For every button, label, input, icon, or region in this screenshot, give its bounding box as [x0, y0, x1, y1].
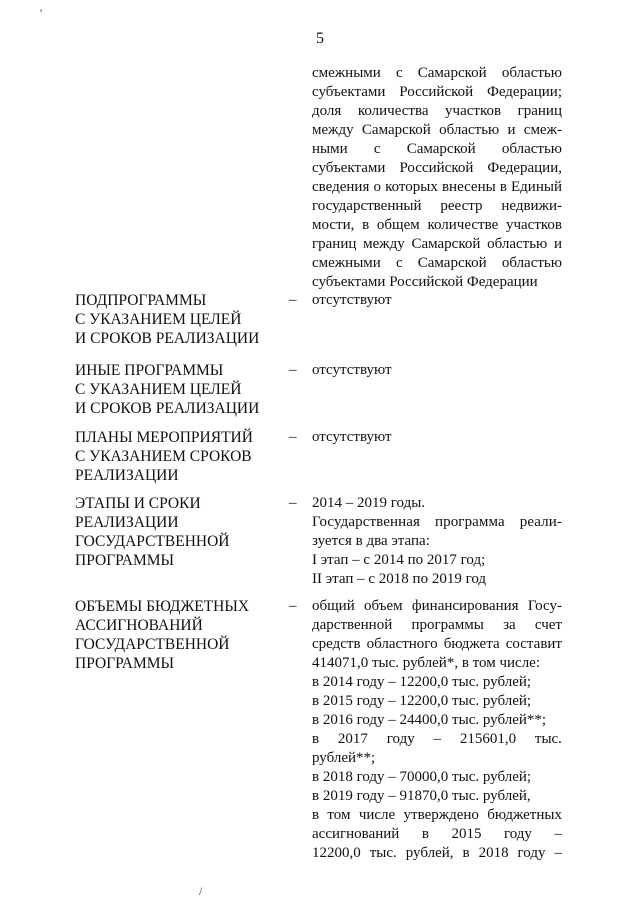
section-value — [312, 428, 562, 447]
section-value — [312, 597, 562, 863]
word: году — [386, 731, 415, 747]
word: ными — [312, 141, 348, 157]
text-line — [312, 254, 562, 273]
word: с — [395, 65, 403, 81]
word: областью — [501, 141, 562, 157]
value-line — [312, 730, 562, 749]
word: Самарской — [406, 141, 476, 157]
label-line: ГОСУДАРСТВЕННОЙ — [75, 533, 230, 550]
page-number: 5 — [316, 30, 324, 47]
dash-separator: – — [289, 292, 297, 308]
word: Госу- — [527, 598, 562, 614]
value-line — [312, 513, 562, 532]
label-line: ПЛАНЫ МЕРОПРИЯТИЙ — [75, 429, 253, 446]
section-label — [75, 597, 280, 673]
value-line: в 2018 году – 70000,0 тыс. рублей; — [312, 769, 532, 785]
text-line — [312, 159, 562, 178]
word: и — [507, 122, 516, 138]
word: Государственная — [312, 514, 421, 530]
word: участков — [445, 103, 502, 119]
word: смежными — [312, 65, 381, 81]
label-line: С УКАЗАНИЕМ ЦЕЛЕЙ — [75, 311, 242, 328]
word: Федерации; — [486, 84, 562, 100]
word: границ — [312, 236, 357, 252]
word: счет — [534, 617, 562, 633]
word: государственный — [312, 198, 422, 214]
dash-separator: – — [289, 429, 297, 445]
word: областного — [366, 636, 438, 652]
word: том — [327, 807, 351, 823]
scan-mark-bottom: / — [199, 884, 203, 898]
section-label — [75, 291, 280, 348]
value-line: зуется в два этапа: — [312, 533, 430, 549]
text-line — [312, 140, 562, 159]
text-line — [312, 64, 562, 83]
word: областью — [439, 122, 500, 138]
word: в — [421, 826, 429, 842]
word: средств — [312, 636, 361, 652]
word: между — [363, 236, 405, 252]
value-line: II этап – с 2018 по 2019 год — [312, 571, 487, 587]
word: областью — [501, 65, 562, 81]
word: Самарской — [417, 65, 487, 81]
word: финансирования — [411, 598, 519, 614]
label-line: С УКАЗАНИЕМ ЦЕЛЕЙ — [75, 381, 242, 398]
word: областью — [501, 255, 562, 271]
word: Самарской — [417, 255, 487, 271]
word: количестве — [427, 217, 499, 233]
word: с — [373, 141, 381, 157]
word: тыс. — [534, 731, 562, 747]
value-line: в 2015 году – 12200,0 тыс. рублей; — [312, 693, 532, 709]
text-line — [312, 235, 562, 254]
word: бюджетных — [487, 807, 562, 823]
word: общем — [376, 217, 420, 233]
word: 215601,0 — [459, 731, 517, 747]
text-line: субъектами Российской Федерации — [312, 274, 538, 290]
word: бюджета — [443, 636, 500, 652]
value-line: I этап – с 2014 по 2017 год; — [312, 552, 486, 568]
word: общий — [312, 598, 355, 614]
word: участков — [505, 217, 562, 233]
section-label — [75, 361, 280, 418]
word: в — [312, 731, 320, 747]
label-line: ЭТАПЫ И СРОКИ — [75, 495, 201, 512]
value-line — [312, 844, 562, 863]
word: году — [503, 826, 532, 842]
word: объем — [364, 598, 403, 614]
word: субъектами — [312, 160, 386, 176]
word: составит — [505, 636, 562, 652]
word: Российской — [399, 160, 474, 176]
text-line — [312, 216, 562, 235]
word: 2015 — [451, 826, 482, 842]
word: году — [517, 845, 546, 861]
text-line — [312, 197, 562, 216]
word: внесены — [441, 179, 496, 195]
value-line — [312, 635, 562, 654]
section-value — [312, 494, 562, 589]
label-line: ИНЫЕ ПРОГРАММЫ — [75, 362, 224, 379]
label-line: ПОДПРОГРАММЫ — [75, 292, 207, 309]
word: границ — [517, 103, 562, 119]
value-line: 2014 – 2019 годы. — [312, 495, 426, 511]
word: в — [362, 217, 370, 233]
value-line — [312, 597, 562, 616]
word: субъектами — [312, 84, 386, 100]
word: между — [312, 122, 354, 138]
label-line: И СРОКОВ РЕАЛИЗАЦИИ — [75, 400, 260, 417]
word: Самарской — [411, 236, 481, 252]
label-line: ОБЪЕМЫ БЮДЖЕТНЫХ — [75, 598, 250, 615]
dash-separator: – — [289, 598, 297, 614]
word: смежными — [312, 255, 381, 271]
word: количества — [357, 103, 429, 119]
word: которых — [385, 179, 438, 195]
word: ассигнований — [312, 826, 400, 842]
word: Федерации, — [487, 160, 562, 176]
label-line: РЕАЛИЗАЦИИ — [75, 467, 179, 484]
word: и — [553, 236, 562, 252]
word: за — [503, 617, 516, 633]
text-line — [312, 121, 562, 140]
label-line: И СРОКОВ РЕАЛИЗАЦИИ — [75, 330, 260, 347]
word: в — [462, 845, 470, 861]
word: программы — [411, 617, 484, 633]
word: о — [373, 179, 381, 195]
value-line: в 2019 году – 91870,0 тыс. рублей, — [312, 788, 531, 804]
word: недвижи- — [501, 198, 562, 214]
word: мости, — [312, 217, 355, 233]
text-line — [312, 83, 562, 102]
value-line — [312, 616, 562, 635]
word: Единый — [511, 179, 562, 195]
section-label — [75, 428, 280, 485]
word: – — [554, 845, 562, 861]
word: с — [395, 255, 403, 271]
scan-mark-top: ' — [40, 6, 43, 20]
label-line: ПРОГРАММЫ — [75, 552, 175, 569]
word: – — [554, 826, 562, 842]
word: утверждено — [403, 807, 479, 823]
value-line: в 2016 году – 24400,0 тыс. рублей**; — [312, 712, 547, 728]
word: – — [433, 731, 442, 747]
section-value — [312, 291, 562, 310]
word: реестр — [440, 198, 483, 214]
word: реали- — [519, 514, 562, 530]
word: Самарской — [361, 122, 431, 138]
word: Российской — [399, 84, 474, 100]
value-line: отсутствуют — [312, 362, 392, 378]
word: сведения — [312, 179, 370, 195]
text-line — [312, 102, 562, 121]
word: программа — [434, 514, 505, 530]
label-line: АССИГНОВАНИЙ — [75, 617, 203, 634]
value-line: отсутствуют — [312, 292, 392, 308]
word: тыс. — [369, 845, 397, 861]
value-line: в 2014 году – 12200,0 тыс. рублей; — [312, 674, 532, 690]
section-value — [312, 361, 562, 380]
text-line — [312, 178, 562, 197]
label-line: ГОСУДАРСТВЕННОЙ — [75, 636, 230, 653]
label-line: ПРОГРАММЫ — [75, 655, 175, 672]
word: смеж- — [523, 122, 562, 138]
value-line: отсутствуют — [312, 429, 392, 445]
word: доля — [312, 103, 342, 119]
label-line: С УКАЗАНИЕМ СРОКОВ — [75, 448, 252, 465]
dash-separator: – — [289, 495, 297, 511]
word: в — [499, 179, 507, 195]
value-line — [312, 825, 562, 844]
word: 2017 — [337, 731, 368, 747]
word: рублей, — [405, 845, 454, 861]
word: 12200,0 — [312, 845, 361, 861]
word: дарственной — [312, 617, 393, 633]
word: областью — [487, 236, 548, 252]
continuation-text — [312, 64, 562, 292]
value-line: рублей**; — [312, 750, 376, 766]
value-line — [312, 806, 562, 825]
dash-separator: – — [289, 362, 297, 378]
section-label — [75, 494, 280, 570]
label-line: РЕАЛИЗАЦИИ — [75, 514, 179, 531]
word: 2018 — [478, 845, 509, 861]
value-line: 414071,0 тыс. рублей*, в том числе: — [312, 655, 541, 671]
word: в — [312, 807, 320, 823]
word: числе — [358, 807, 396, 823]
